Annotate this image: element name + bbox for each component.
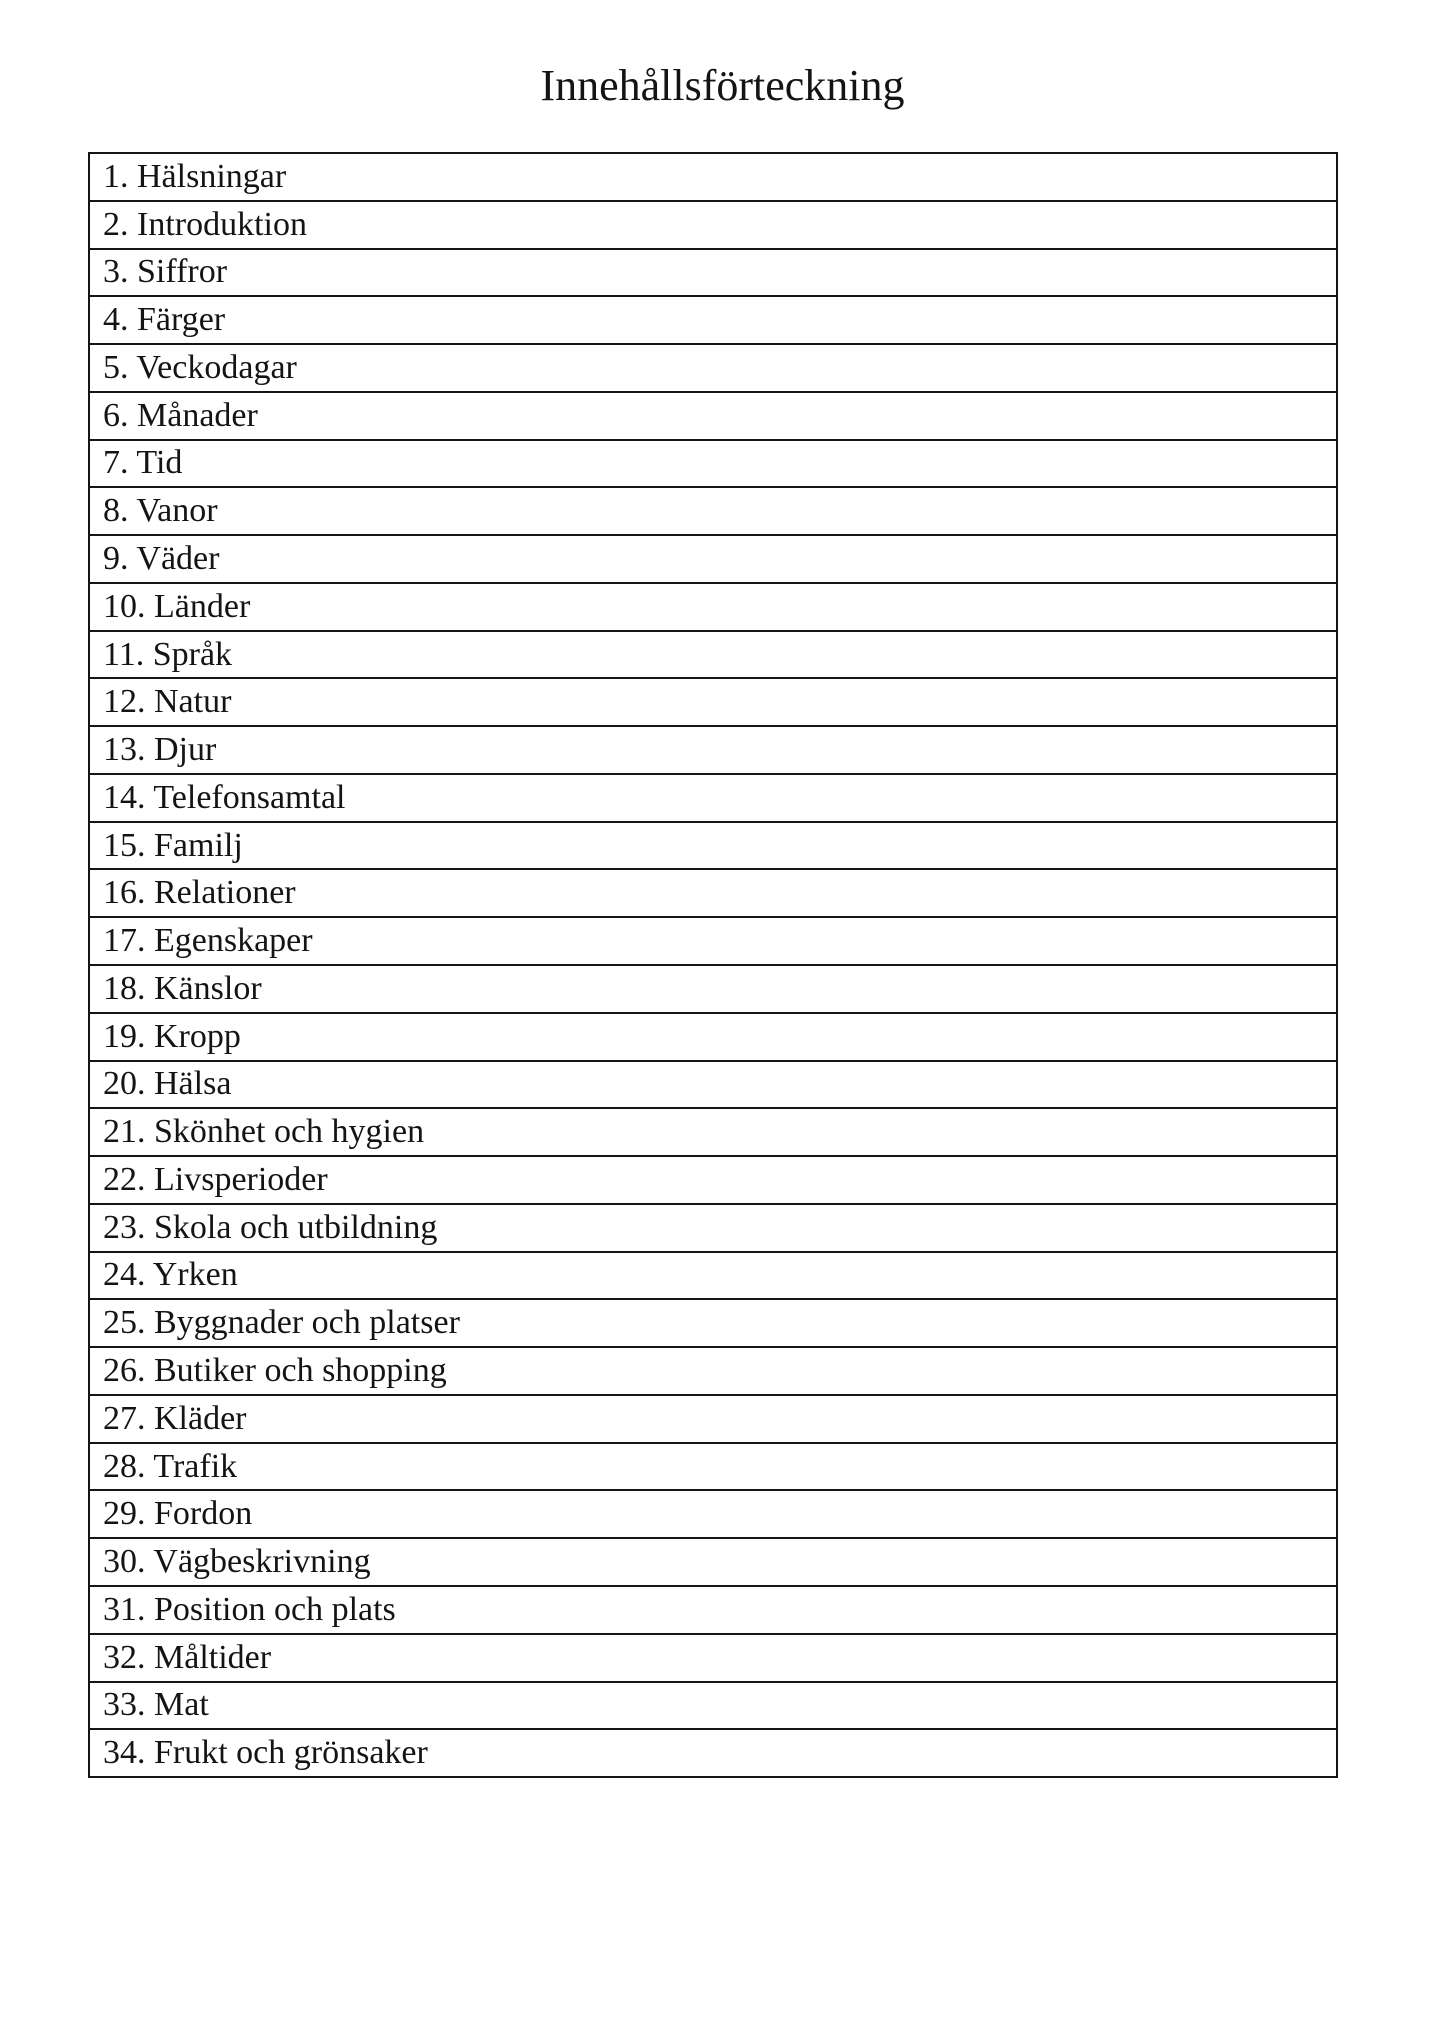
toc-entry-text: 19. Kropp <box>103 1017 241 1055</box>
toc-row <box>90 488 1336 536</box>
toc-entry-text: 6. Månader <box>103 396 258 434</box>
toc-row <box>90 584 1336 632</box>
toc-entry-text: 27. Kläder <box>103 1399 247 1437</box>
toc-row <box>90 775 1336 823</box>
toc-entry-text: 12. Natur <box>103 683 232 721</box>
toc-entry-text: 25. Byggnader och platser <box>103 1304 460 1342</box>
toc-row <box>90 870 1336 918</box>
toc-row <box>90 154 1336 202</box>
toc-row <box>90 1730 1336 1776</box>
toc-entry-text: 14. Telefonsamtal <box>103 778 346 816</box>
toc-row <box>90 250 1336 298</box>
toc-row <box>90 918 1336 966</box>
toc-row <box>90 966 1336 1014</box>
toc-entry-text: 26. Butiker och shopping <box>103 1352 447 1390</box>
toc-row <box>90 202 1336 250</box>
toc-row <box>90 1683 1336 1731</box>
toc-entry-text: 32. Måltider <box>103 1638 272 1676</box>
toc-entry-text: 21. Skönhet och hygien <box>103 1113 425 1151</box>
toc-entry-text: 34. Frukt och grönsaker <box>103 1734 428 1772</box>
toc-entry-text: 16. Relationer <box>103 874 296 912</box>
toc-entry-text: 1. Hälsningar <box>103 157 287 195</box>
toc-row <box>90 1348 1336 1396</box>
toc-entry-text: 9. Väder <box>103 540 220 577</box>
toc-row <box>90 1157 1336 1205</box>
toc-row <box>90 1491 1336 1539</box>
toc-row <box>90 393 1336 441</box>
toc-entry-text: 30. Vägbeskrivning <box>103 1543 371 1581</box>
toc-entry-text: 15. Familj <box>103 826 243 864</box>
toc-entry-text: 31. Position och plats <box>103 1590 396 1628</box>
toc-row <box>90 1014 1336 1062</box>
toc-entry-text: 33. Mat <box>103 1686 209 1724</box>
toc-row <box>90 1444 1336 1492</box>
toc-table <box>88 152 1338 1778</box>
toc-entry-text: 24. Yrken <box>103 1256 238 1294</box>
toc-entry-text: 17. Egenskaper <box>103 922 313 960</box>
toc-entry-text: 18. Känslor <box>103 969 262 1007</box>
toc-entry-text: 4. Färger <box>103 301 226 339</box>
toc-row <box>90 1539 1336 1587</box>
toc-row <box>90 1300 1336 1348</box>
toc-row <box>90 536 1336 584</box>
page-title: Innehållsförteckning <box>540 61 905 110</box>
toc-entry-text: 23. Skola och utbildning <box>103 1208 438 1246</box>
toc-row <box>90 297 1336 345</box>
toc-entry-text: 22. Livsperioder <box>103 1160 328 1198</box>
toc-row <box>90 1587 1336 1635</box>
toc-row <box>90 1109 1336 1157</box>
toc-row <box>90 1635 1336 1683</box>
toc-entry-text: 11. Språk <box>103 635 233 673</box>
toc-entry-text: 3. Siffror <box>103 253 228 291</box>
toc-entry-text: 7. Tid <box>103 444 183 482</box>
toc-entry-text: 5. Veckodagar <box>103 348 297 386</box>
toc-row <box>90 1205 1336 1253</box>
toc-row <box>90 441 1336 489</box>
toc-row <box>90 632 1336 680</box>
toc-row <box>90 727 1336 775</box>
toc-row <box>90 345 1336 393</box>
toc-row <box>90 823 1336 871</box>
toc-row <box>90 679 1336 727</box>
toc-entry-text: 29. Fordon <box>103 1495 253 1533</box>
toc-entry-text: 8. Vanor <box>103 492 218 530</box>
toc-entry-text: 10. Länder <box>103 587 251 625</box>
toc-row <box>90 1062 1336 1110</box>
toc-entry-text: 28. Trafik <box>103 1447 238 1485</box>
toc-row <box>90 1253 1336 1301</box>
toc-entry-text: 20. Hälsa <box>103 1065 232 1103</box>
toc-row <box>90 1396 1336 1444</box>
toc-entry-text: 2. Introduktion <box>103 205 307 243</box>
toc-entry-text: 13. Djur <box>103 731 217 769</box>
